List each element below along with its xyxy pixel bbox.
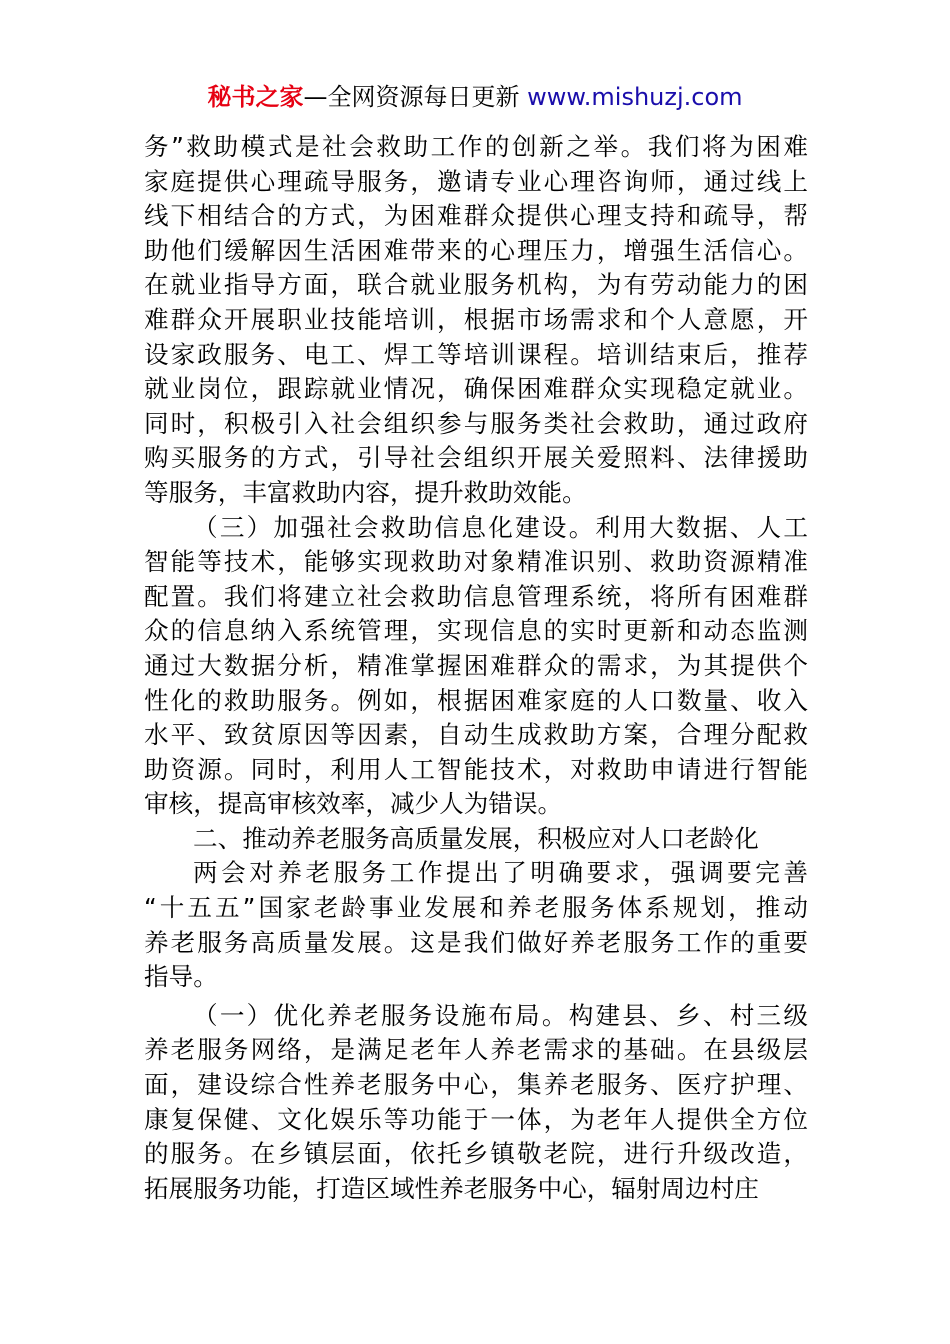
paragraph xyxy=(144,511,808,822)
site-url-link[interactable]: www.mishuzj.com xyxy=(527,83,743,111)
text-line: 众的信息纳入系统管理，实现信息的实时更新和动态监测 xyxy=(144,616,808,646)
text-line: 在就业指导方面，联合就业服务机构，为有劳动能力的困 xyxy=(144,270,808,300)
page-header xyxy=(0,80,950,114)
text-line: 难群众开展职业技能培训，根据市场需求和个人意愿，开 xyxy=(144,304,808,334)
text-line: 的服务。在乡镇层面，依托乡镇敬老院，进行升级改造， xyxy=(144,1139,808,1169)
text-line: 审核，提高审核效率，减少人为错误。 xyxy=(144,789,563,819)
paragraph xyxy=(144,856,808,994)
text-line: 两会对养老服务工作提出了明确要求，强调要完善 xyxy=(193,858,808,888)
paragraph xyxy=(144,822,808,857)
text-line: 线下相结合的方式，为困难群众提供心理支持和疏导，帮 xyxy=(144,201,808,231)
text-line: 养老服务网络，是满足老年人养老需求的基础。在县级层 xyxy=(144,1035,808,1065)
text-line: 通过大数据分析，精准掌握困难群众的需求，为其提供个 xyxy=(144,650,808,680)
text-line: 指导。 xyxy=(144,962,218,992)
text-line: 购买服务的方式，引导社会组织开展关爱照料、法律援助 xyxy=(144,443,808,473)
document-body xyxy=(144,130,808,1206)
text-line: 助资源。同时，利用人工智能技术，对救助申请进行智能 xyxy=(144,754,808,784)
paragraph xyxy=(144,130,808,511)
site-tagline: —全网资源每日更新 xyxy=(303,83,520,111)
text-line: 水平、致贫原因等因素，自动生成救助方案，合理分配救 xyxy=(144,720,808,750)
text-line: 面，建设综合性养老服务中心，集养老服务、医疗护理、 xyxy=(144,1070,808,1100)
text-line: 康复保健、文化娱乐等功能于一体，为老年人提供全方位 xyxy=(144,1104,808,1134)
text-line: 智能等技术，能够实现救助对象精准识别、救助资源精准 xyxy=(144,547,808,577)
text-line: 务”救助模式是社会救助工作的创新之举。我们将为困难 xyxy=(144,132,808,161)
text-line: 助他们缓解因生活困难带来的心理压力，增强生活信心。 xyxy=(144,235,808,265)
text-line: “十五五”国家老龄事业发展和养老服务体系规划，推动 xyxy=(144,893,808,923)
paragraph xyxy=(144,999,808,1207)
text-line: 拓展服务功能，打造区域性养老服务中心，辐射周边村庄 xyxy=(144,1173,759,1203)
text-line: 养老服务高质量发展。这是我们做好养老服务工作的重要 xyxy=(144,927,808,957)
text-line: 同时，积极引入社会组织参与服务类社会救助，通过政府 xyxy=(144,408,808,438)
text-line: 设家政服务、电工、焊工等培训课程。培训结束后，推荐 xyxy=(144,339,808,369)
text-line: 等服务，丰富救助内容，提升救助效能。 xyxy=(144,477,587,507)
text-line: （三）加强社会救助信息化建设。利用大数据、人工 xyxy=(193,512,808,542)
text-line: （一）优化养老服务设施布局。构建县、乡、村三级 xyxy=(193,1000,808,1030)
site-brand: 秘书之家 xyxy=(207,83,304,111)
text-line: 二、推动养老服务高质量发展，积极应对人口老龄化 xyxy=(193,823,759,853)
text-line: 家庭提供心理疏导服务，邀请专业心理咨询师，通过线上 xyxy=(144,166,808,196)
text-line: 配置。我们将建立社会救助信息管理系统，将所有困难群 xyxy=(144,581,808,611)
text-line: 就业岗位，跟踪就业情况，确保困难群众实现稳定就业。 xyxy=(144,374,808,404)
text-line: 性化的救助服务。例如，根据困难家庭的人口数量、收入 xyxy=(144,685,808,715)
